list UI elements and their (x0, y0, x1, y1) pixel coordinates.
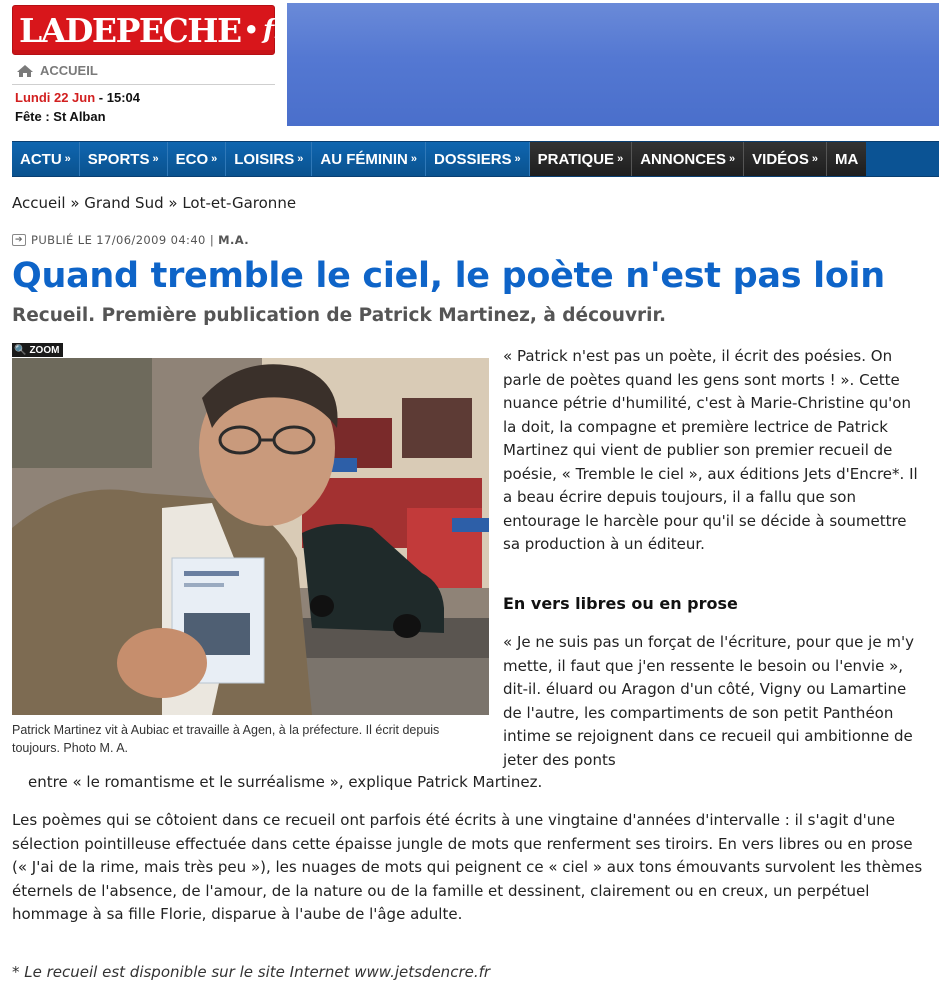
breadcrumb-item-accueil[interactable]: Accueil (12, 194, 66, 212)
date-time: 15:04 (106, 90, 140, 105)
nav-label: LOISIRS (234, 150, 295, 168)
paragraph-2: « Je ne suis pas un forçat de l'écriture, pour que je m'y mette, il faut que j'en ressente le besoin ou l'envie », dit-il. éluard ou Aragon d'un côté, Vigny ou Lamartine de l'autre, les compartiments de son petit Panthéon intime se rejoignent dans ce recueil qui ambitionne de jeter des ponts (503, 633, 914, 769)
breadcrumb (12, 194, 296, 212)
article-subhead: En vers libres ou en prose (503, 594, 738, 613)
nav-label: AU FÉMININ (320, 150, 408, 168)
logo-tld: fr (263, 15, 286, 45)
nav-item-eco[interactable] (168, 142, 227, 176)
nav-label: ECO (175, 150, 209, 168)
article-subtitle: Recueil. Première publication de Patrick Martinez, à découvrir. (12, 305, 666, 326)
nav-item-loisirs[interactable] (226, 142, 312, 176)
chevron-icon: » (729, 153, 736, 165)
home-label: ACCUEIL (40, 63, 98, 78)
author: M.A. (218, 233, 250, 247)
site-logo[interactable] (12, 5, 286, 55)
breadcrumb-separator: » (65, 194, 85, 212)
chevron-icon: » (811, 153, 818, 165)
date-separator: - (95, 90, 107, 105)
main-nav (12, 141, 939, 177)
nav-label: DOSSIERS (434, 150, 512, 168)
logo-dot: • (243, 16, 259, 44)
nav-item-ma[interactable] (827, 142, 866, 176)
zoom-label: ZOOM (29, 344, 60, 356)
home-icon (16, 64, 34, 78)
nav-item-sports[interactable] (80, 142, 168, 176)
magnifier-icon: 🔍 (14, 344, 27, 356)
chevron-icon: » (152, 153, 159, 165)
chevron-icon: » (410, 153, 418, 165)
nav-item-au-feminin[interactable] (312, 142, 426, 176)
published-line (12, 233, 249, 247)
date-day: Lundi 22 Jun (15, 90, 96, 105)
published-date: PUBLIÉ LE 17/06/2009 04:40 | (31, 233, 215, 247)
chevron-icon: » (211, 153, 218, 165)
logo-text: LADEPECHE (19, 10, 241, 50)
nav-label: MA (834, 150, 859, 168)
nav-label: ACTU (20, 150, 62, 168)
chevron-icon: » (617, 153, 624, 165)
nav-item-dossiers[interactable] (426, 142, 530, 176)
nav-item-pratique[interactable] (530, 142, 633, 176)
chevron-icon: » (297, 153, 304, 165)
nav-item-annonces[interactable] (632, 142, 744, 176)
paragraph-2-tail: entre « le romantisme et le surréalisme », explique Patrick Martinez. (28, 773, 543, 791)
photo-caption: Patrick Martinez vit à Aubiac et travaille à Agen, à la préfecture. Il écrit depuis toujours. Photo M. A. (12, 723, 440, 755)
home-link[interactable] (16, 63, 98, 78)
photo-illustration (12, 358, 489, 715)
zoom-button[interactable] (12, 343, 63, 357)
article-title: Quand tremble le ciel, le poète n'est pas loin (12, 256, 885, 296)
breadcrumb-item-grand-sud[interactable]: Grand Sud (84, 194, 164, 212)
nav-label: VIDÉOS (752, 150, 809, 168)
chevron-icon: » (64, 153, 71, 165)
arrow-icon: ➔ (12, 234, 26, 246)
date-line (15, 90, 140, 105)
chevron-icon: » (514, 153, 521, 165)
nav-item-actu[interactable] (12, 142, 80, 176)
fete-line (15, 109, 106, 124)
article-photo[interactable] (12, 358, 489, 715)
header-divider (12, 84, 275, 85)
nav-label: PRATIQUE (537, 150, 615, 168)
fete-label: Fête : (15, 109, 54, 124)
breadcrumb-item-lot-et-garonne[interactable]: Lot-et-Garonne (182, 194, 297, 212)
nav-item-videos[interactable] (744, 142, 827, 176)
paragraph-3: Les poèmes qui se côtoient dans ce recueil ont parfois été écrits à une vingtaine d'années d'intervalle : il s'agit d'une sélection pointilleuse effectuée dans cette épaisse jungle de mots que renferment ses tiroirs. En vers libres ou en prose (« J'ai de la rime, mais très peu »), les nuages de mots qui peignent ce « ciel » aux tons émouvants survolent les thèmes éternels de l'absence, de l'amour, de la nature ou de la famille et dessinent, clairement ou en creux, un perpétuel hommage à sa fille Florie, disparue à l'aube de l'âge adulte. (12, 811, 923, 923)
nav-label: SPORTS (87, 150, 150, 168)
nav-label: ANNONCES (640, 150, 727, 168)
footnote: * Le recueil est disponible sur le site Internet www.jetsdencre.fr (12, 963, 491, 981)
breadcrumb-separator: » (163, 194, 183, 212)
fete-name: St Alban (53, 109, 106, 124)
ad-banner[interactable] (287, 3, 939, 126)
paragraph-1: « Patrick n'est pas un poète, il écrit des poésies. On parle de poètes quand les gens sont morts ! ». Cette nuance pétrie d'humilité, c'est à Marie-Christine qu'on la doit, la compagne et première lectrice de Patrick Martinez qui vient de publier son premier recueil de poésie, « Tremble le ciel », aux éditions Jets d'Encre*. Il a beau écrire depuis toujours, il a fallu que son entourage le harcèle pour qu'il se décide à soumettre sa production à un éditeur. (503, 347, 918, 553)
